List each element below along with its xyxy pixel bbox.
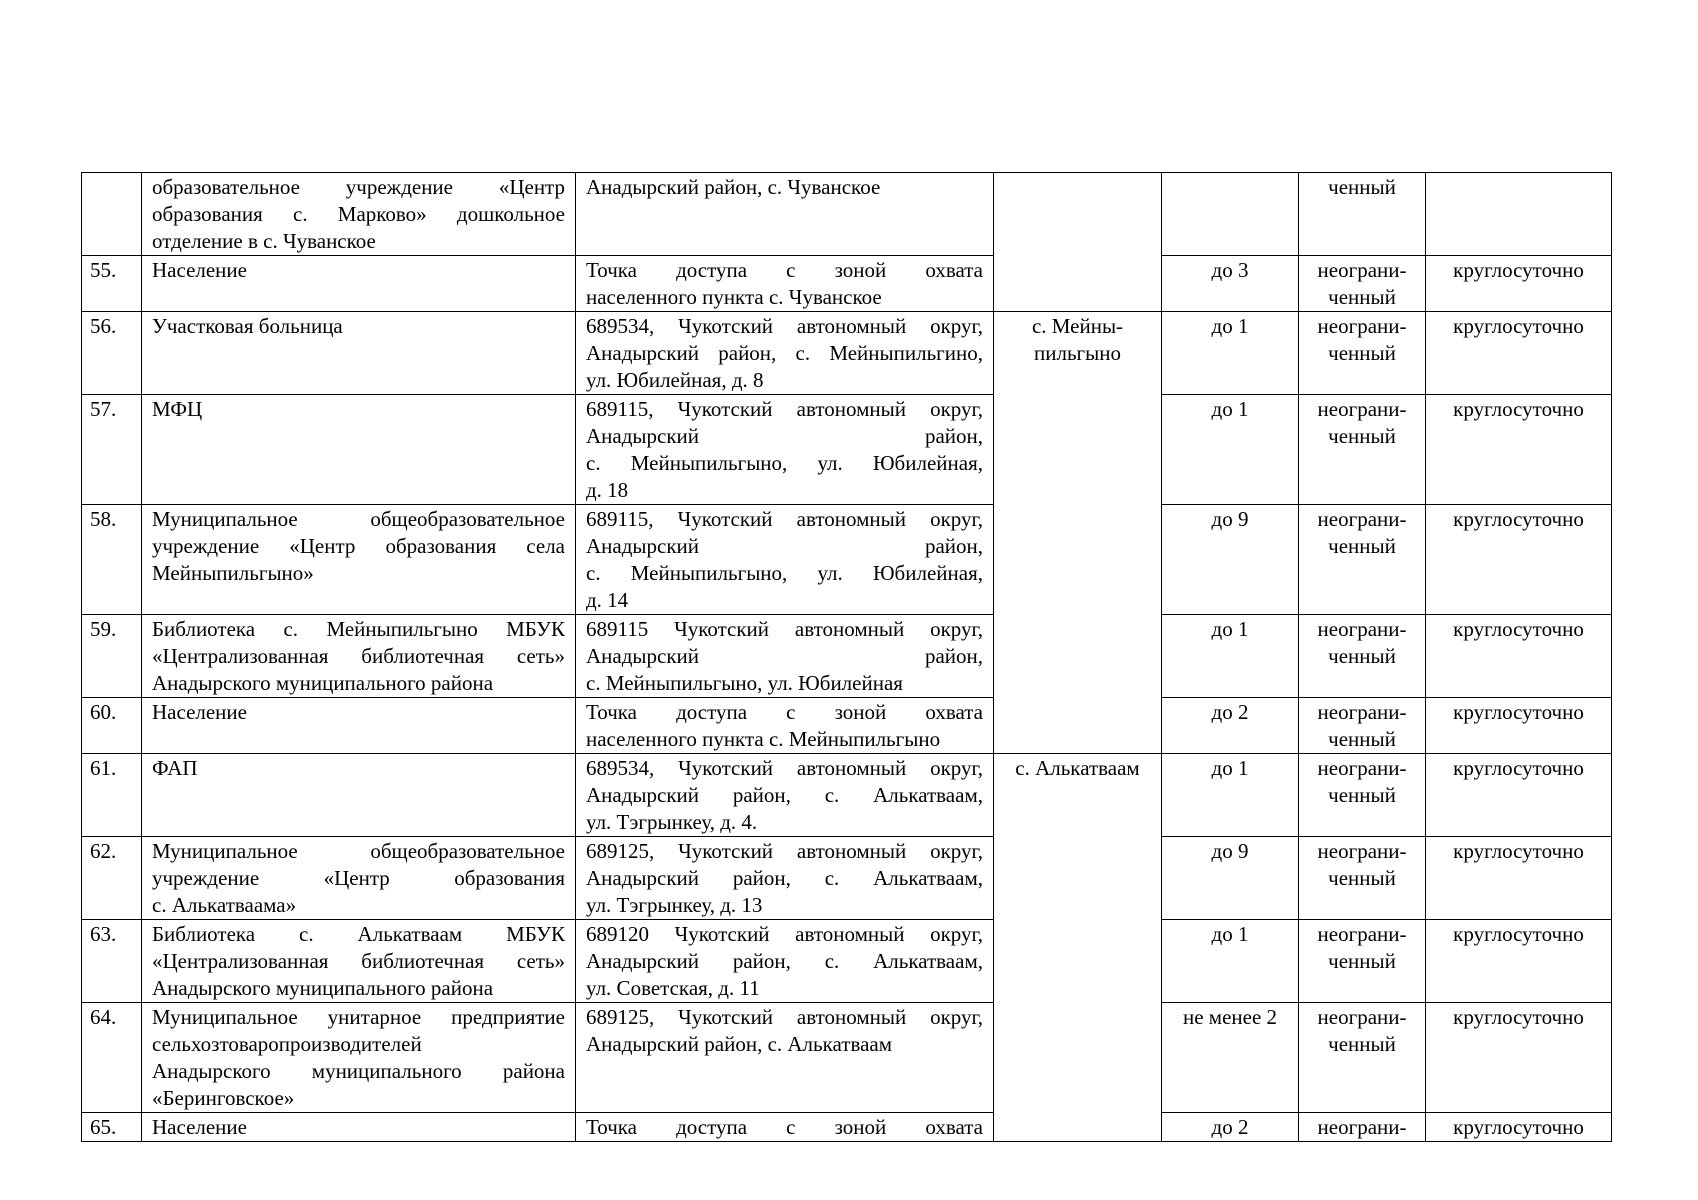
institution-name-line: Мейныпильгыно»: [152, 561, 314, 585]
institution-name: [142, 754, 576, 837]
speed: [1162, 173, 1299, 256]
traffic-limit-line: неограни-: [1317, 839, 1407, 863]
institution-name: [142, 1003, 576, 1113]
speed: до 2: [1162, 1113, 1299, 1142]
table-row: [82, 395, 1612, 505]
communication-points-table: [81, 172, 1612, 1142]
speed: до 9: [1162, 837, 1299, 920]
address-line: Анадырский район,: [586, 534, 983, 558]
traffic-limit-line: неограни-: [1317, 1005, 1407, 1029]
speed: не менее 2: [1162, 1003, 1299, 1113]
address-line: Точка доступа с зоной охвата: [586, 700, 983, 724]
document-page: [81, 172, 1611, 1142]
traffic-limit-line: ченный: [1328, 949, 1396, 973]
address-line: ул. Советская, д. 11: [586, 976, 760, 1000]
institution-name: [142, 505, 576, 615]
institution-name: [142, 1113, 576, 1142]
working-hours: круглосуточно: [1426, 837, 1612, 920]
table-row: [82, 1003, 1612, 1113]
traffic-limit-line: неограни-: [1317, 700, 1407, 724]
speed: до 1: [1162, 395, 1299, 505]
institution-name: [142, 312, 576, 395]
table-row: [82, 754, 1612, 837]
traffic-limit-line: ченный: [1328, 866, 1396, 890]
address: [576, 754, 994, 837]
address-line: с. Мейныпильгыно, ул. Юбилейная: [586, 671, 903, 695]
working-hours: круглосуточно: [1426, 615, 1612, 698]
institution-name: [142, 837, 576, 920]
institution-name-line: Анадырского муниципального района: [152, 1059, 565, 1083]
institution-name-line: ФАП: [152, 756, 198, 780]
institution-name-line: образования с. Марково» дошкольное: [152, 202, 565, 226]
address-line: д. 18: [586, 478, 629, 502]
traffic-limit: [1299, 312, 1426, 395]
address-line: 689534, Чукотский автономный округ,: [586, 314, 983, 338]
traffic-limit: [1299, 754, 1426, 837]
settlement-chuvanskoe: [994, 173, 1162, 312]
traffic-limit-line: ченный: [1328, 783, 1396, 807]
institution-name-line: учреждение «Центр образования: [152, 866, 565, 890]
institution-name: [142, 615, 576, 698]
row-number: 56.: [82, 312, 142, 395]
row-number: 55.: [82, 256, 142, 312]
table-row: [82, 256, 1612, 312]
address-line: д. 14: [586, 588, 629, 612]
address-line: с. Мейныпильгыно, ул. Юбилейная,: [586, 561, 983, 585]
speed: до 9: [1162, 505, 1299, 615]
row-number: 59.: [82, 615, 142, 698]
address-line: Анадырский район, с. Алькатваам,: [586, 949, 983, 973]
address-line: населенного пункта с. Чуванское: [586, 285, 882, 309]
address-line: 689115, Чукотский автономный округ,: [586, 397, 983, 421]
address-line: Анадырский район, с. Алькатваам: [586, 1032, 893, 1056]
working-hours: круглосуточно: [1426, 920, 1612, 1003]
institution-name-line: Население: [152, 700, 247, 724]
address-line: Анадырский район,: [586, 424, 983, 448]
traffic-limit: [1299, 173, 1426, 256]
working-hours: круглосуточно: [1426, 395, 1612, 505]
working-hours: круглосуточно: [1426, 312, 1612, 395]
traffic-limit-line: ченный: [1328, 727, 1396, 751]
traffic-limit-line: ченный: [1328, 175, 1396, 199]
address: [576, 505, 994, 615]
settlement-line: с. Мейны-: [1031, 314, 1124, 338]
institution-name-line: Муниципальное общеобразовательное: [152, 507, 565, 531]
table-row: [82, 615, 1612, 698]
traffic-limit-line: ченный: [1328, 341, 1396, 365]
working-hours: круглосуточно: [1426, 698, 1612, 754]
traffic-limit-line: ченный: [1328, 424, 1396, 448]
traffic-limit: [1299, 920, 1426, 1003]
address: [576, 173, 994, 256]
traffic-limit-line: неограни-: [1317, 1115, 1407, 1139]
row-number: 58.: [82, 505, 142, 615]
address-line: 689534, Чукотский автономный округ,: [586, 756, 983, 780]
institution-name-line: Население: [152, 258, 247, 282]
row-number: [82, 173, 142, 256]
institution-name-line: Муниципальное общеобразовательное: [152, 839, 565, 863]
row-number: 57.: [82, 395, 142, 505]
traffic-limit: [1299, 698, 1426, 754]
settlement-line: пильгыно: [1034, 341, 1121, 365]
traffic-limit: [1299, 505, 1426, 615]
address-line: Точка доступа с зоной охвата: [586, 258, 983, 282]
address-line: Анадырский район, с. Мейныпильгино,: [586, 341, 983, 365]
traffic-limit-line: ченный: [1328, 534, 1396, 558]
traffic-limit-line: неограни-: [1317, 507, 1407, 531]
institution-name: [142, 395, 576, 505]
institution-name-line: учреждение «Центр образования села: [152, 534, 565, 558]
speed: до 1: [1162, 920, 1299, 1003]
address-line: 689125, Чукотский автономный округ,: [586, 1005, 983, 1029]
traffic-limit: [1299, 1003, 1426, 1113]
address: [576, 395, 994, 505]
row-number: 63.: [82, 920, 142, 1003]
address: [576, 837, 994, 920]
institution-name: [142, 698, 576, 754]
traffic-limit: [1299, 395, 1426, 505]
speed: до 3: [1162, 256, 1299, 312]
table-row: [82, 1113, 1612, 1142]
row-number: 64.: [82, 1003, 142, 1113]
institution-name: [142, 256, 576, 312]
traffic-limit-line: неограни-: [1317, 397, 1407, 421]
traffic-limit: [1299, 837, 1426, 920]
settlement-meinypilgyno: [994, 312, 1162, 754]
institution-name-line: Библиотека с. Алькатваам МБУК: [152, 922, 565, 946]
institution-name-line: Муниципальное унитарное предприятие: [152, 1005, 565, 1029]
working-hours: круглосуточно: [1426, 1003, 1612, 1113]
table-row: [82, 920, 1612, 1003]
working-hours: круглосуточно: [1426, 1113, 1612, 1142]
address: [576, 256, 994, 312]
institution-name-line: Участковая больница: [152, 314, 343, 338]
address-line: 689115, Чукотский автономный округ,: [586, 507, 983, 531]
address-line: населенного пункта с. Мейныпильгыно: [586, 727, 941, 751]
traffic-limit-line: неограни-: [1317, 314, 1407, 338]
working-hours: круглосуточно: [1426, 754, 1612, 837]
address-line: Анадырский район, с. Алькатваам,: [586, 866, 983, 890]
institution-name-line: «Централизованная библиотечная сеть»: [152, 644, 565, 668]
institution-name-line: сельхозтоваропроизводителей: [152, 1032, 422, 1056]
traffic-limit-line: неограни-: [1317, 258, 1407, 282]
traffic-limit: [1299, 256, 1426, 312]
working-hours: [1426, 173, 1612, 256]
address-line: Анадырский район, с. Чуванское: [586, 175, 881, 199]
institution-name-line: отделение в с. Чуванское: [152, 229, 376, 253]
institution-name-line: Библиотека с. Мейныпильгыно МБУК: [152, 617, 565, 641]
address-line: 689120 Чукотский автономный округ,: [586, 922, 983, 946]
institution-name-line: МФЦ: [152, 397, 203, 421]
traffic-limit-line: неограни-: [1317, 617, 1407, 641]
table-row: [82, 698, 1612, 754]
address-line: с. Мейныпильгыно, ул. Юбилейная,: [586, 451, 983, 475]
address: [576, 312, 994, 395]
table-row: [82, 505, 1612, 615]
row-number: 65.: [82, 1113, 142, 1142]
working-hours: круглосуточно: [1426, 505, 1612, 615]
table-row: [82, 173, 1612, 256]
row-number: 62.: [82, 837, 142, 920]
address: [576, 698, 994, 754]
institution-name-line: с. Алькатваама»: [152, 893, 297, 917]
speed: до 1: [1162, 312, 1299, 395]
traffic-limit-line: ченный: [1328, 285, 1396, 309]
address-line: ул. Тэгрынкеу, д. 4.: [586, 810, 758, 834]
traffic-limit: [1299, 615, 1426, 698]
institution-name-line: «Беринговское»: [152, 1086, 295, 1110]
address-line: Анадырский район, с. Алькатваам,: [586, 783, 983, 807]
working-hours: круглосуточно: [1426, 256, 1612, 312]
address: [576, 1003, 994, 1113]
row-number: 61.: [82, 754, 142, 837]
address-line: 689125, Чукотский автономный округ,: [586, 839, 983, 863]
settlement-alkatvaam: с. Алькатваам: [994, 754, 1162, 1142]
table-row: [82, 837, 1612, 920]
traffic-limit-line: ченный: [1328, 644, 1396, 668]
address: [576, 615, 994, 698]
traffic-limit: [1299, 1113, 1426, 1142]
institution-name-line: «Централизованная библиотечная сеть»: [152, 949, 565, 973]
address-line: 689115 Чукотский автономный округ,: [586, 617, 983, 641]
speed: до 1: [1162, 754, 1299, 837]
speed: до 1: [1162, 615, 1299, 698]
institution-name: [142, 920, 576, 1003]
traffic-limit-line: неограни-: [1317, 756, 1407, 780]
address-line: ул. Тэгрынкеу, д. 13: [586, 893, 763, 917]
traffic-limit-line: неограни-: [1317, 922, 1407, 946]
address-line: Точка доступа с зоной охвата: [586, 1115, 983, 1139]
address: [576, 920, 994, 1003]
institution-name-line: Анадырского муниципального района: [152, 976, 494, 1000]
institution-name-line: образовательное учреждение «Центр: [152, 175, 565, 199]
row-number: 60.: [82, 698, 142, 754]
institution-name-line: Население: [152, 1115, 247, 1139]
institution-name-line: Анадырского муниципального района: [152, 671, 494, 695]
traffic-limit-line: ченный: [1328, 1032, 1396, 1056]
table-row: [82, 312, 1612, 395]
address-line: ул. Юбилейная, д. 8: [586, 368, 764, 392]
address-line: Анадырский район,: [586, 644, 983, 668]
address: [576, 1113, 994, 1142]
speed: до 2: [1162, 698, 1299, 754]
institution-name: [142, 173, 576, 256]
table-body: [82, 173, 1612, 1142]
